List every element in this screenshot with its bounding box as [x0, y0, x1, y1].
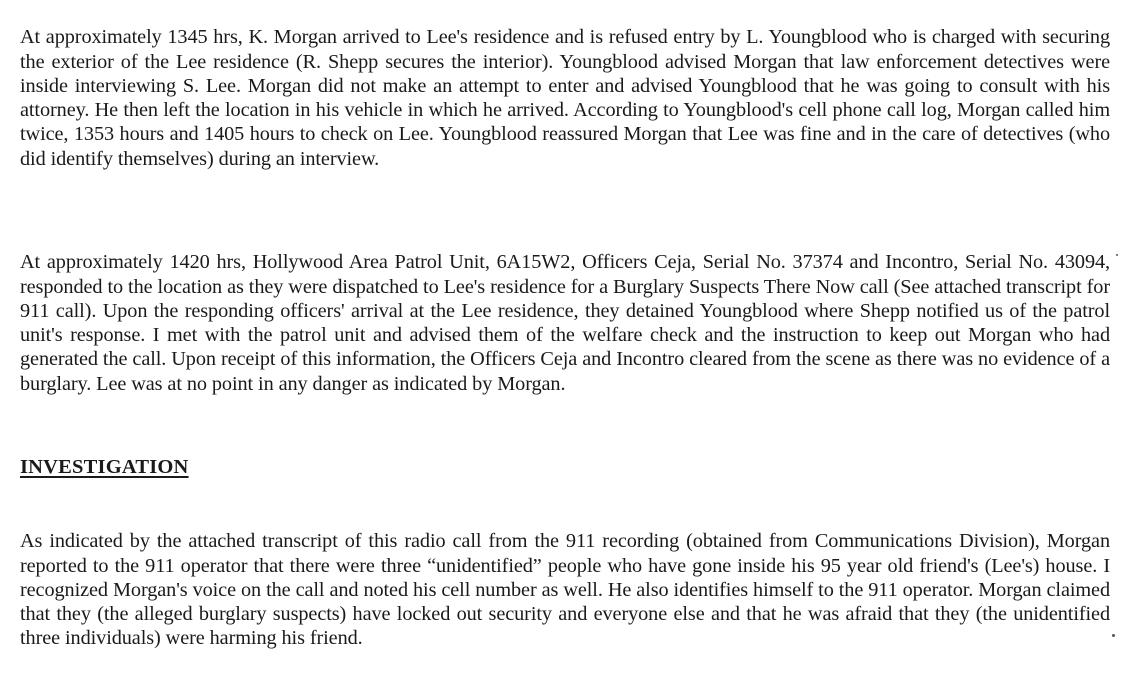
paragraph-investigation: As indicated by the attached transcript of this radio call from the 911 recording (obtained from Communications Division), Morgan reported to the 911 operator that there were three “unidentified” people who have gone inside his 95 year old friend's (Lee's) house. I recognized Morgan's voice on the call and noted his cell number as well. He also identifies himself to the 911 operator. Morgan claimed that they (the alleged burglary suspects) have locked out security and everyone else and that he was afraid that they (the unidentified three individuals) were harming his friend. [20, 530, 1110, 650]
paragraph-patrol-response: At approximately 1420 hrs, Hollywood Area Patrol Unit, 6A15W2, Officers Ceja, Serial No. 37374 and Incontro, Serial No. 43094, responded to the location as they were dispatched to Lee's residence for a Burglary Suspects There Now call (See attached transcript for 911 call). Upon the responding officers' arrival at the Lee residence, they detained Youngblood where Shepp notified us of the patrol unit's response. I met with the patrol unit and advised them of the welfare check and the instruction to keep out Morgan who had generated the call. Upon receipt of this information, the Officers Ceja and Incontro cleared from the scene as there was no evidence of a burglary. Lee was at no point in any danger as indicated by Morgan. [20, 251, 1110, 395]
paragraph-morgan-arrival: At approximately 1345 hrs, K. Morgan arrived to Lee's residence and is refused entry by L. Youngblood who is charged with securing the exterior of the Lee residence (R. Shepp secures the interior). Youngblood advised Morgan that law enforcement detectives were inside interviewing S. Lee. Morgan did not make an attempt to enter and advised Youngblood that he was going to consult with his attorney. He then left the location in his vehicle in which he arrived. According to Youngblood's cell phone call log, Morgan called him twice, 1353 hours and 1405 hours to check on Lee. Youngblood reassured Morgan that Lee was fine and in the care of detectives (who did identify themselves) during an interview. [20, 26, 1110, 170]
scan-speck [1112, 634, 1115, 637]
scan-speck [1116, 254, 1118, 256]
section-heading-investigation: INVESTIGATION [20, 456, 189, 478]
